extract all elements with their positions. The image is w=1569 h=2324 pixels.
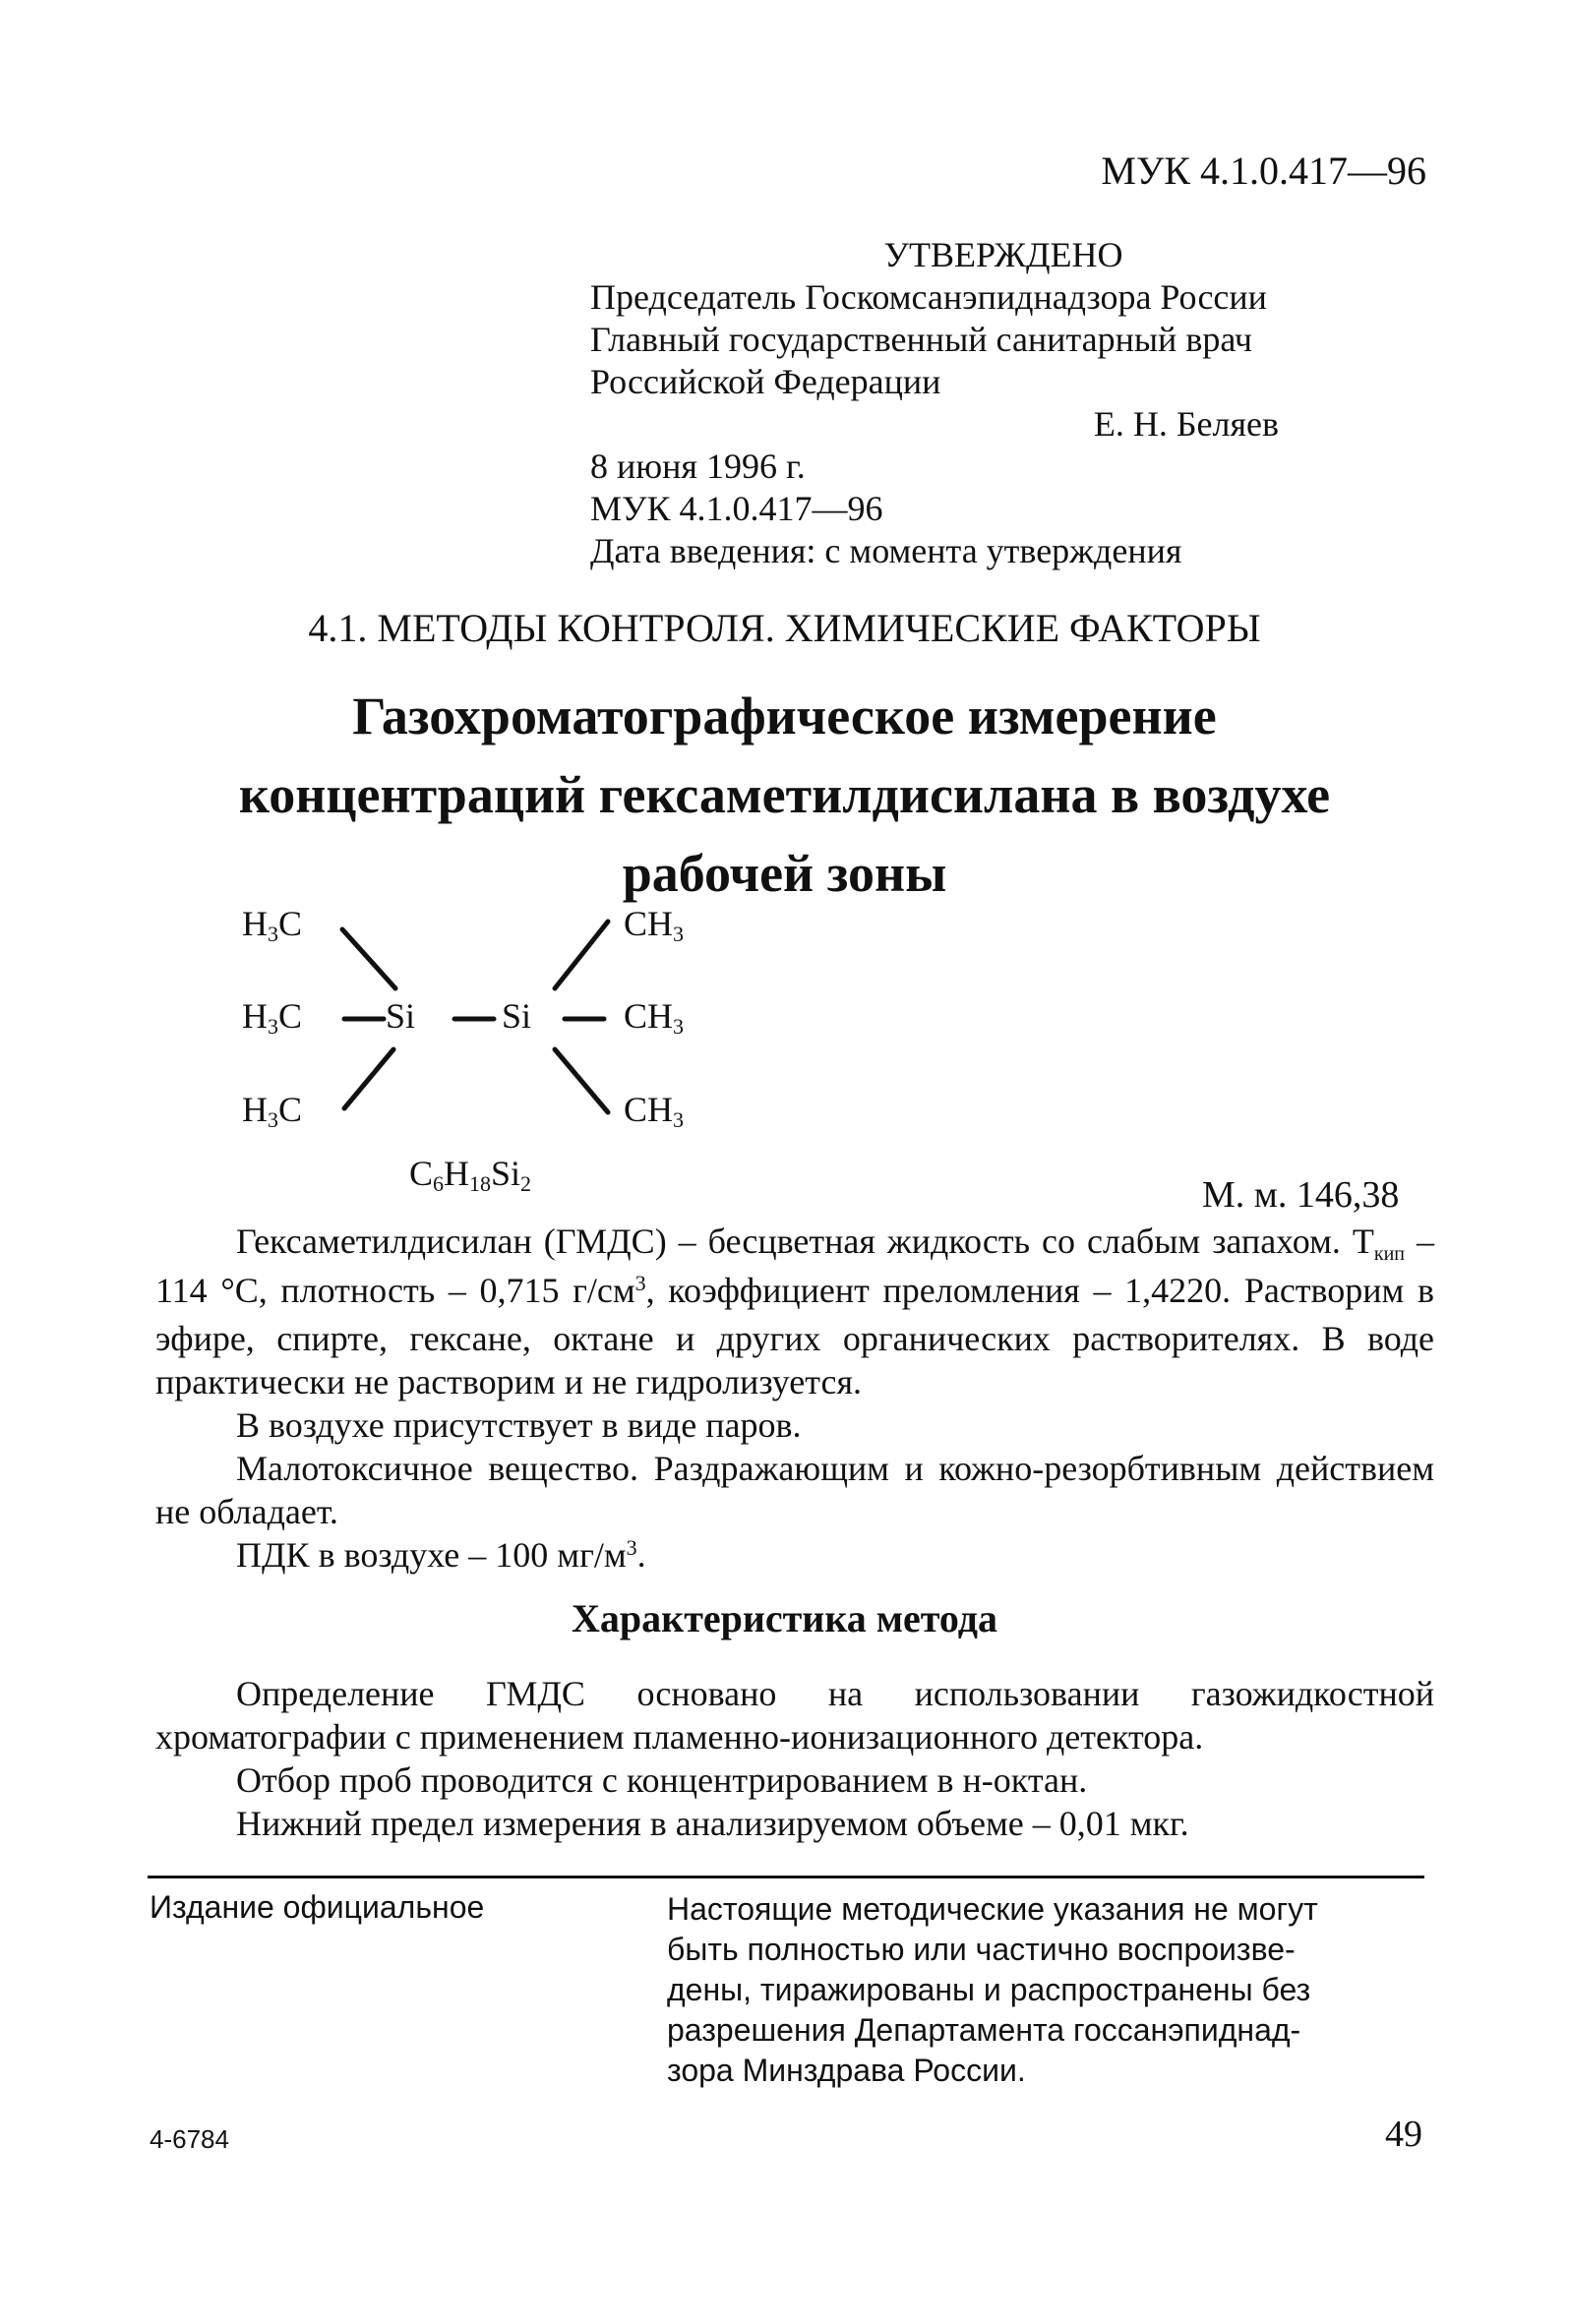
methyl-group: CH3 <box>624 904 685 946</box>
approval-line: Главный государственный санитарный врач <box>590 320 1252 359</box>
description-block <box>155 1220 1434 1581</box>
method-heading: Характеристика метода <box>572 1596 997 1640</box>
method-block <box>155 1672 1434 1845</box>
method-paragraph: Нижний предел измерения в анализируемом объеме – 0,01 мкг. <box>236 1804 1189 1843</box>
description-paragraph: Гексаметилдисилан (ГМДС) – бесцветная жидкость со слабым запахом. Ткип – 114 °С, плотность – 0,715 $г/см^3$, коэффициент преломления – 1,4220. Растворим в эфире, спирте, гексане, октане и других органических растворителях. В воде практически не растворим и не гидролизуется. <box>155 1222 1435 1401</box>
notice-line: дены, тиражированы и распространены без <box>667 1972 1311 2007</box>
description-paragraph: Малотоксичное вещество. Раздражающим и кожно-резорбтивным действием не обладает. <box>155 1449 1434 1531</box>
official-edition-label: Издание официальное <box>150 1889 485 1925</box>
notice-line: зора Минздрава России. <box>667 2053 1026 2088</box>
approval-line: Председатель Госкомсанэпиднадзора России <box>590 277 1267 317</box>
copyright-notice <box>667 1889 1424 2091</box>
method-paragraph: Определение ГМДС основано на использовании газожидкостной хроматографии с применением пламенно-ионизационного детектора. <box>155 1674 1434 1757</box>
methyl-group: H3C <box>242 1090 303 1132</box>
approval-signatory: Е. Н. Беляев <box>1093 404 1279 444</box>
section-heading: 4.1. МЕТОДЫ КОНТРОЛЯ. ХИМИЧЕСКИЕ ФАКТОРЫ <box>308 606 1261 650</box>
silicon-atom: Si <box>502 996 532 1036</box>
notice-line: быть полностью или частично воспроизве- <box>667 1932 1296 1967</box>
approval-date: 8 июня 1996 г. <box>590 447 806 486</box>
approval-effective-date: Дата введения: с момента утверждения <box>590 531 1182 570</box>
approval-line: Российской Федерации <box>590 362 941 401</box>
molar-mass: М. м. 146,38 <box>1202 1174 1400 1216</box>
print-code: 4-6784 <box>150 2124 229 2154</box>
title-line: рабочей зоны <box>622 844 947 903</box>
bond-lower-left <box>344 1049 393 1108</box>
document-code: МУК 4.1.0.417—96 <box>1101 149 1426 193</box>
description-paragraph: В воздухе присутствует в виде паров. <box>236 1405 802 1445</box>
molecular-formula: C6H18Si2 <box>409 1154 532 1196</box>
bond-upper-left <box>342 929 395 988</box>
title-line: Газохроматографическое измерение <box>352 686 1217 745</box>
methyl-group: H3C <box>242 904 303 946</box>
description-paragraph: ПДК в воздухе – 100 $мг/м^3$. <box>236 1535 646 1575</box>
approval-heading: УТВЕРЖДЕНО <box>883 235 1123 274</box>
bond-upper-right <box>555 922 608 988</box>
page-number: 49 <box>1385 2114 1422 2155</box>
bond-lower-right <box>555 1049 608 1112</box>
methyl-group: CH3 <box>624 1090 685 1132</box>
approval-code: МУК 4.1.0.417—96 <box>590 489 883 528</box>
methyl-group: CH3 <box>624 996 685 1039</box>
methyl-group: H3C <box>242 996 303 1039</box>
notice-line: разрешения Департамента госсанэпиднад- <box>667 2012 1301 2048</box>
silicon-atom: Si <box>386 996 416 1036</box>
footer-divider <box>148 1876 1424 1878</box>
method-paragraph: Отбор проб проводится с концентрированием в н-октан. <box>236 1760 1088 1800</box>
title-line: концентраций гексаметилдисилана в воздухе <box>238 765 1331 824</box>
notice-line: Настоящие методические указания не могут <box>667 1891 1318 1927</box>
